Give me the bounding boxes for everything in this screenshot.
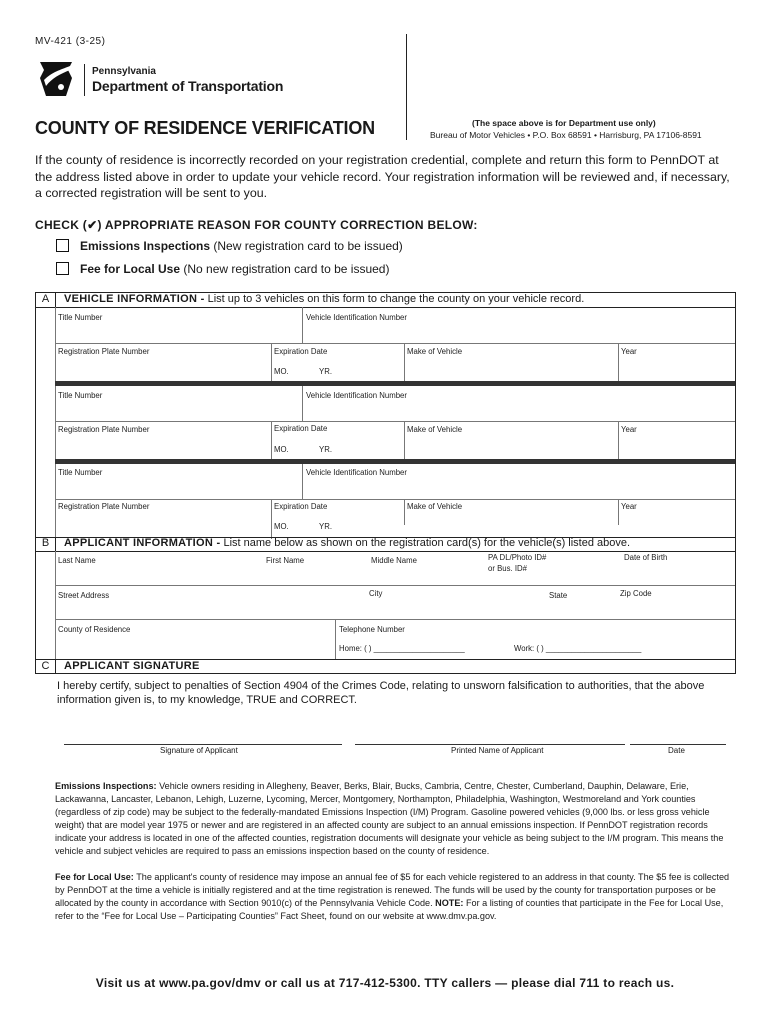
emissions-note-text: Vehicle owners residing in Allegheny, Beaver, Berks, Blair, Bucks, Cambria, Centre, Chester, Cumberland, Dauphin, Delaware, Erie, Lackawanna, Lancaster, Lebanon, Lehigh, Luzerne, Lycoming, Mercer, Montgomery, Northampton, Philadelphia, Washington, Westmoreland and York counties (regardless of zip code) may be subject to the federally-mandated Emissions Inspection (I/M) Program. Gasoline powered vehicles (9,000 lbs. or less gross vehicle weight) that are model year 1975 or newer and are registered in an affected county are subject to an annual emissions inspection. If PennDOT registration records indicate your address is located in one of the affected counties, registration documents will designate your vehicle as being subject to the I/M program. This means the vehicle and subject vehicles are required to pass an emissions inspection based on the county of residence. [55, 781, 724, 856]
section-a-title: VEHICLE INFORMATION - [64, 293, 205, 305]
last-name-label: Last Name [58, 556, 96, 565]
intro-paragraph: If the county of residence is incorrectly recorded on your registration credential, complete and return this form to PennDOT at the address listed above in order to update your vehicle record. Your registration information will be reviewed and, if necessary, a corrected registration will be sent to you. [35, 153, 730, 200]
address-row-rule [55, 619, 735, 620]
v3-divider-year [618, 499, 619, 525]
name-row-rule [55, 585, 735, 586]
vehicle1-expiration-label: Expiration Date [274, 347, 328, 356]
dob-label: Date of Birth [624, 553, 668, 562]
home-phone-field[interactable]: Home: ( ) _____________________ [339, 644, 465, 653]
section-b-title: APPLICANT INFORMATION - [64, 537, 221, 549]
vehicle1-title-number-label: Title Number [58, 313, 103, 322]
fee-local-use-checkbox[interactable] [56, 262, 69, 275]
section-b-heading [64, 537, 630, 549]
v1-divider-make [404, 343, 405, 381]
vehicle2-mo-label: MO. [274, 445, 289, 454]
department-name: Department of Transportation [92, 78, 284, 94]
fee-note-label: NOTE: [435, 898, 464, 908]
certification-statement: I hereby certify, subject to penalties of Section 4904 of the Crimes Code, relating to unsworn falsification to authorities, that the above information given is, to my knowledge, TRUE and CORRECT. [57, 680, 705, 706]
street-address-label: Street Address [58, 591, 110, 600]
date-label: Date [668, 746, 685, 755]
vehicle2-make-label: Make of Vehicle [407, 425, 463, 434]
v1-row-rule [55, 343, 735, 344]
v2-row-rule [55, 421, 735, 422]
work-phone-field[interactable]: Work: ( ) ______________________ [514, 644, 642, 653]
vehicle-left-border [55, 307, 56, 539]
letter-col-divider-b [55, 537, 56, 551]
department-use-note: (The space above is for Department use only) [472, 118, 656, 128]
form-table [35, 292, 736, 674]
middle-name-label: Middle Name [371, 556, 417, 565]
printed-name-line[interactable] [355, 744, 625, 745]
section-a-letter: A [41, 293, 50, 305]
emissions-note [55, 780, 737, 858]
letter-col-divider-a [55, 293, 56, 307]
option-emissions-note: (New registration card to be issued) [213, 239, 403, 253]
vehicle3-mo-label: MO. [274, 522, 289, 531]
option-emissions-label: Emissions Inspections [80, 239, 211, 253]
telephone-label: Telephone Number [339, 625, 405, 634]
letter-col-divider-c [55, 659, 56, 674]
v3-row-rule [55, 499, 735, 500]
vehicle3-plate-label: Registration Plate Number [58, 502, 150, 511]
vehicle2-plate-label: Registration Plate Number [58, 425, 150, 434]
printed-name-label: Printed Name of Applicant [451, 746, 544, 755]
v1-divider-year [618, 343, 619, 381]
vehicle1-mo-label: MO. [274, 367, 289, 376]
emissions-note-title: Emissions Inspections: [55, 781, 157, 791]
vehicle2-expiration-label: Expiration Date [274, 424, 328, 433]
option-emissions [80, 239, 403, 253]
vehicle3-yr-label: YR. [319, 522, 332, 531]
section-c-letter: C [41, 660, 50, 672]
vehicle2-title-number-label: Title Number [58, 391, 103, 400]
option-fee [80, 262, 389, 276]
form-code: MV-421 (3-25) [35, 36, 106, 47]
v1-separator [55, 381, 735, 386]
vehicle3-expiration-label: Expiration Date [274, 502, 328, 511]
county-divider [335, 619, 336, 659]
v2-divider-exp [271, 421, 272, 459]
section-b-letter: B [41, 537, 50, 549]
vehicle2-yr-label: YR. [319, 445, 332, 454]
footer-contact: Visit us at www.pa.gov/dmv or call us at 717-412-5300. TTY callers — please dial 711 to reach us. [95, 976, 675, 990]
fee-note [55, 871, 737, 923]
vehicle3-year-label: Year [621, 502, 637, 511]
vehicle1-plate-label: Registration Plate Number [58, 347, 150, 356]
county-label: County of Residence [58, 625, 131, 634]
emissions-checkbox[interactable] [56, 239, 69, 252]
v3-divider-make [404, 499, 405, 525]
section-b-rule [36, 551, 735, 552]
state-label: State [549, 591, 568, 600]
vehicle3-make-label: Make of Vehicle [407, 502, 463, 511]
first-name-label: First Name [266, 556, 305, 565]
vehicle2-vin-label: Vehicle Identification Number [306, 391, 407, 400]
mailing-address: Bureau of Motor Vehicles • P.O. Box 68591 • Harrisburg, PA 17106-8591 [430, 130, 702, 140]
section-c-title: APPLICANT SIGNATURE [64, 660, 200, 672]
fee-note-title: Fee for Local Use: [55, 872, 134, 882]
check-heading: CHECK (✔) APPROPRIATE REASON FOR COUNTY CORRECTION BELOW: [35, 218, 478, 232]
penndot-keystone-logo [38, 60, 74, 98]
city-label: City [369, 589, 383, 598]
signature-line[interactable] [64, 744, 342, 745]
vehicle2-year-label: Year [621, 425, 637, 434]
section-a-rule [36, 307, 735, 308]
applicant-left-border [55, 551, 56, 659]
fee-note-text-2: For a listing of counties that participate in the Fee for Local Use, refer to the “Fee for Local Use – Participating Counties” Fact Sheet, found on our website at www.dmv.pa.gov. [55, 898, 724, 921]
section-b-desc: List name below as shown on the registration card(s) for the vehicle(s) listed above. [220, 537, 631, 549]
v2-divider-vin [302, 386, 303, 421]
section-a-desc: List up to 3 vehicles on this form to change the county on your vehicle record. [204, 293, 585, 305]
v1-divider-exp [271, 343, 272, 381]
vehicle1-year-label: Year [621, 347, 637, 356]
v2-separator [55, 459, 735, 464]
vehicle1-vin-label: Vehicle Identification Number [306, 313, 407, 322]
notes-section [55, 780, 737, 923]
header-divider [406, 34, 407, 140]
signature-label: Signature of Applicant [160, 746, 238, 755]
zip-label: Zip Code [620, 589, 652, 598]
date-line[interactable] [630, 744, 726, 745]
vehicle1-make-label: Make of Vehicle [407, 347, 463, 356]
section-a-heading [64, 293, 584, 305]
v2-divider-year [618, 421, 619, 459]
vehicle1-yr-label: YR. [319, 367, 332, 376]
v1-divider-vin [302, 307, 303, 343]
fee-note-text-1: The applicant's county of residence may impose an annual fee of $5 for each vehicle registered to an address in that county. The $5 fee is collected by PennDOT at the time a vehicle is initially registered and at the time registration is renewed. The funds will be used by the county for transportation purposes or be allocated by the county in accordance with Section 9010(c) of the Pennsylvania Vehicle Code. [55, 872, 730, 908]
logo-separator [84, 64, 85, 96]
dl-label-1: PA DL/Photo ID# [488, 553, 547, 562]
vehicle3-title-number-label: Title Number [58, 468, 103, 477]
section-c-heading [64, 660, 200, 672]
vehicle3-vin-label: Vehicle Identification Number [306, 468, 407, 477]
form-title: COUNTY OF RESIDENCE VERIFICATION [35, 118, 375, 138]
state-name: Pennsylvania [92, 66, 156, 77]
dl-label-2: or Bus. ID# [488, 564, 527, 573]
option-fee-note: (No new registration card to be issued) [183, 262, 390, 276]
v3-divider-exp [271, 499, 272, 539]
option-fee-label: Fee for Local Use [80, 262, 181, 276]
v3-divider-vin [302, 464, 303, 499]
v2-divider-make [404, 421, 405, 459]
